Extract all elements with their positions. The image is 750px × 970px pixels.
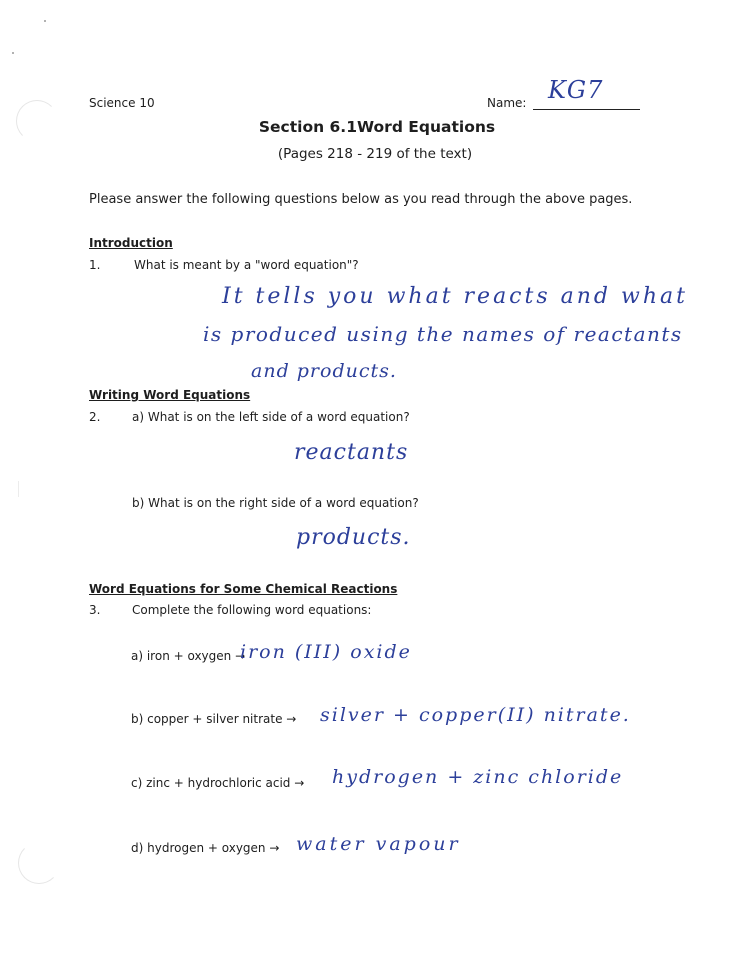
equation-prompt: c) zinc + hydrochloric acid →: [131, 776, 305, 790]
question-number: 1.: [89, 258, 101, 272]
page-subtitle: (Pages 218 - 219 of the text): [277, 146, 473, 162]
instructions: Please answer the following questions below as you read through the above pages.: [89, 192, 633, 207]
question-number: 3.: [89, 603, 101, 617]
hole-punch-mark: [18, 842, 60, 884]
section-heading-introduction: Introduction: [89, 236, 173, 250]
answer-line: and products.: [251, 360, 397, 382]
question-text: b) What is on the right side of a word equation?: [132, 496, 419, 510]
scan-speck: [12, 52, 14, 54]
equation-prompt: d) hydrogen + oxygen →: [131, 841, 280, 855]
margin-mark: [18, 481, 19, 497]
scan-speck: [44, 20, 46, 22]
answer-text: reactants: [294, 440, 409, 465]
question-text: a) What is on the left side of a word equation?: [132, 410, 410, 424]
equation-answer: hydrogen + zinc chloride: [332, 766, 624, 788]
answer-line: It tells you what reacts and what: [222, 284, 688, 309]
equation-answer: iron (III) oxide: [240, 641, 412, 663]
name-field-line[interactable]: [533, 109, 640, 110]
section-heading-chemical-reactions: Word Equations for Some Chemical Reactions: [89, 582, 398, 596]
answer-text: products.: [296, 525, 411, 550]
equation-answer: silver + copper(II) nitrate.: [320, 704, 631, 726]
name-value: KG7: [548, 76, 604, 104]
answer-line: is produced using the names of reactants: [203, 322, 683, 346]
equation-answer: water vapour: [296, 833, 461, 855]
question-text: Complete the following word equations:: [132, 603, 372, 617]
page-title: [0, 118, 750, 136]
name-label: Name:: [487, 96, 527, 110]
equation-prompt: b) copper + silver nitrate →: [131, 712, 297, 726]
question-number: 2.: [89, 410, 101, 424]
section-heading-writing-word-equations: Writing Word Equations: [89, 388, 251, 402]
equation-prompt: a) iron + oxygen →: [131, 649, 246, 663]
page-title-text: Section 6.1Word Equations: [258, 118, 496, 136]
question-text: What is meant by a "word equation"?: [134, 258, 359, 272]
course-label: Science 10: [89, 96, 155, 110]
